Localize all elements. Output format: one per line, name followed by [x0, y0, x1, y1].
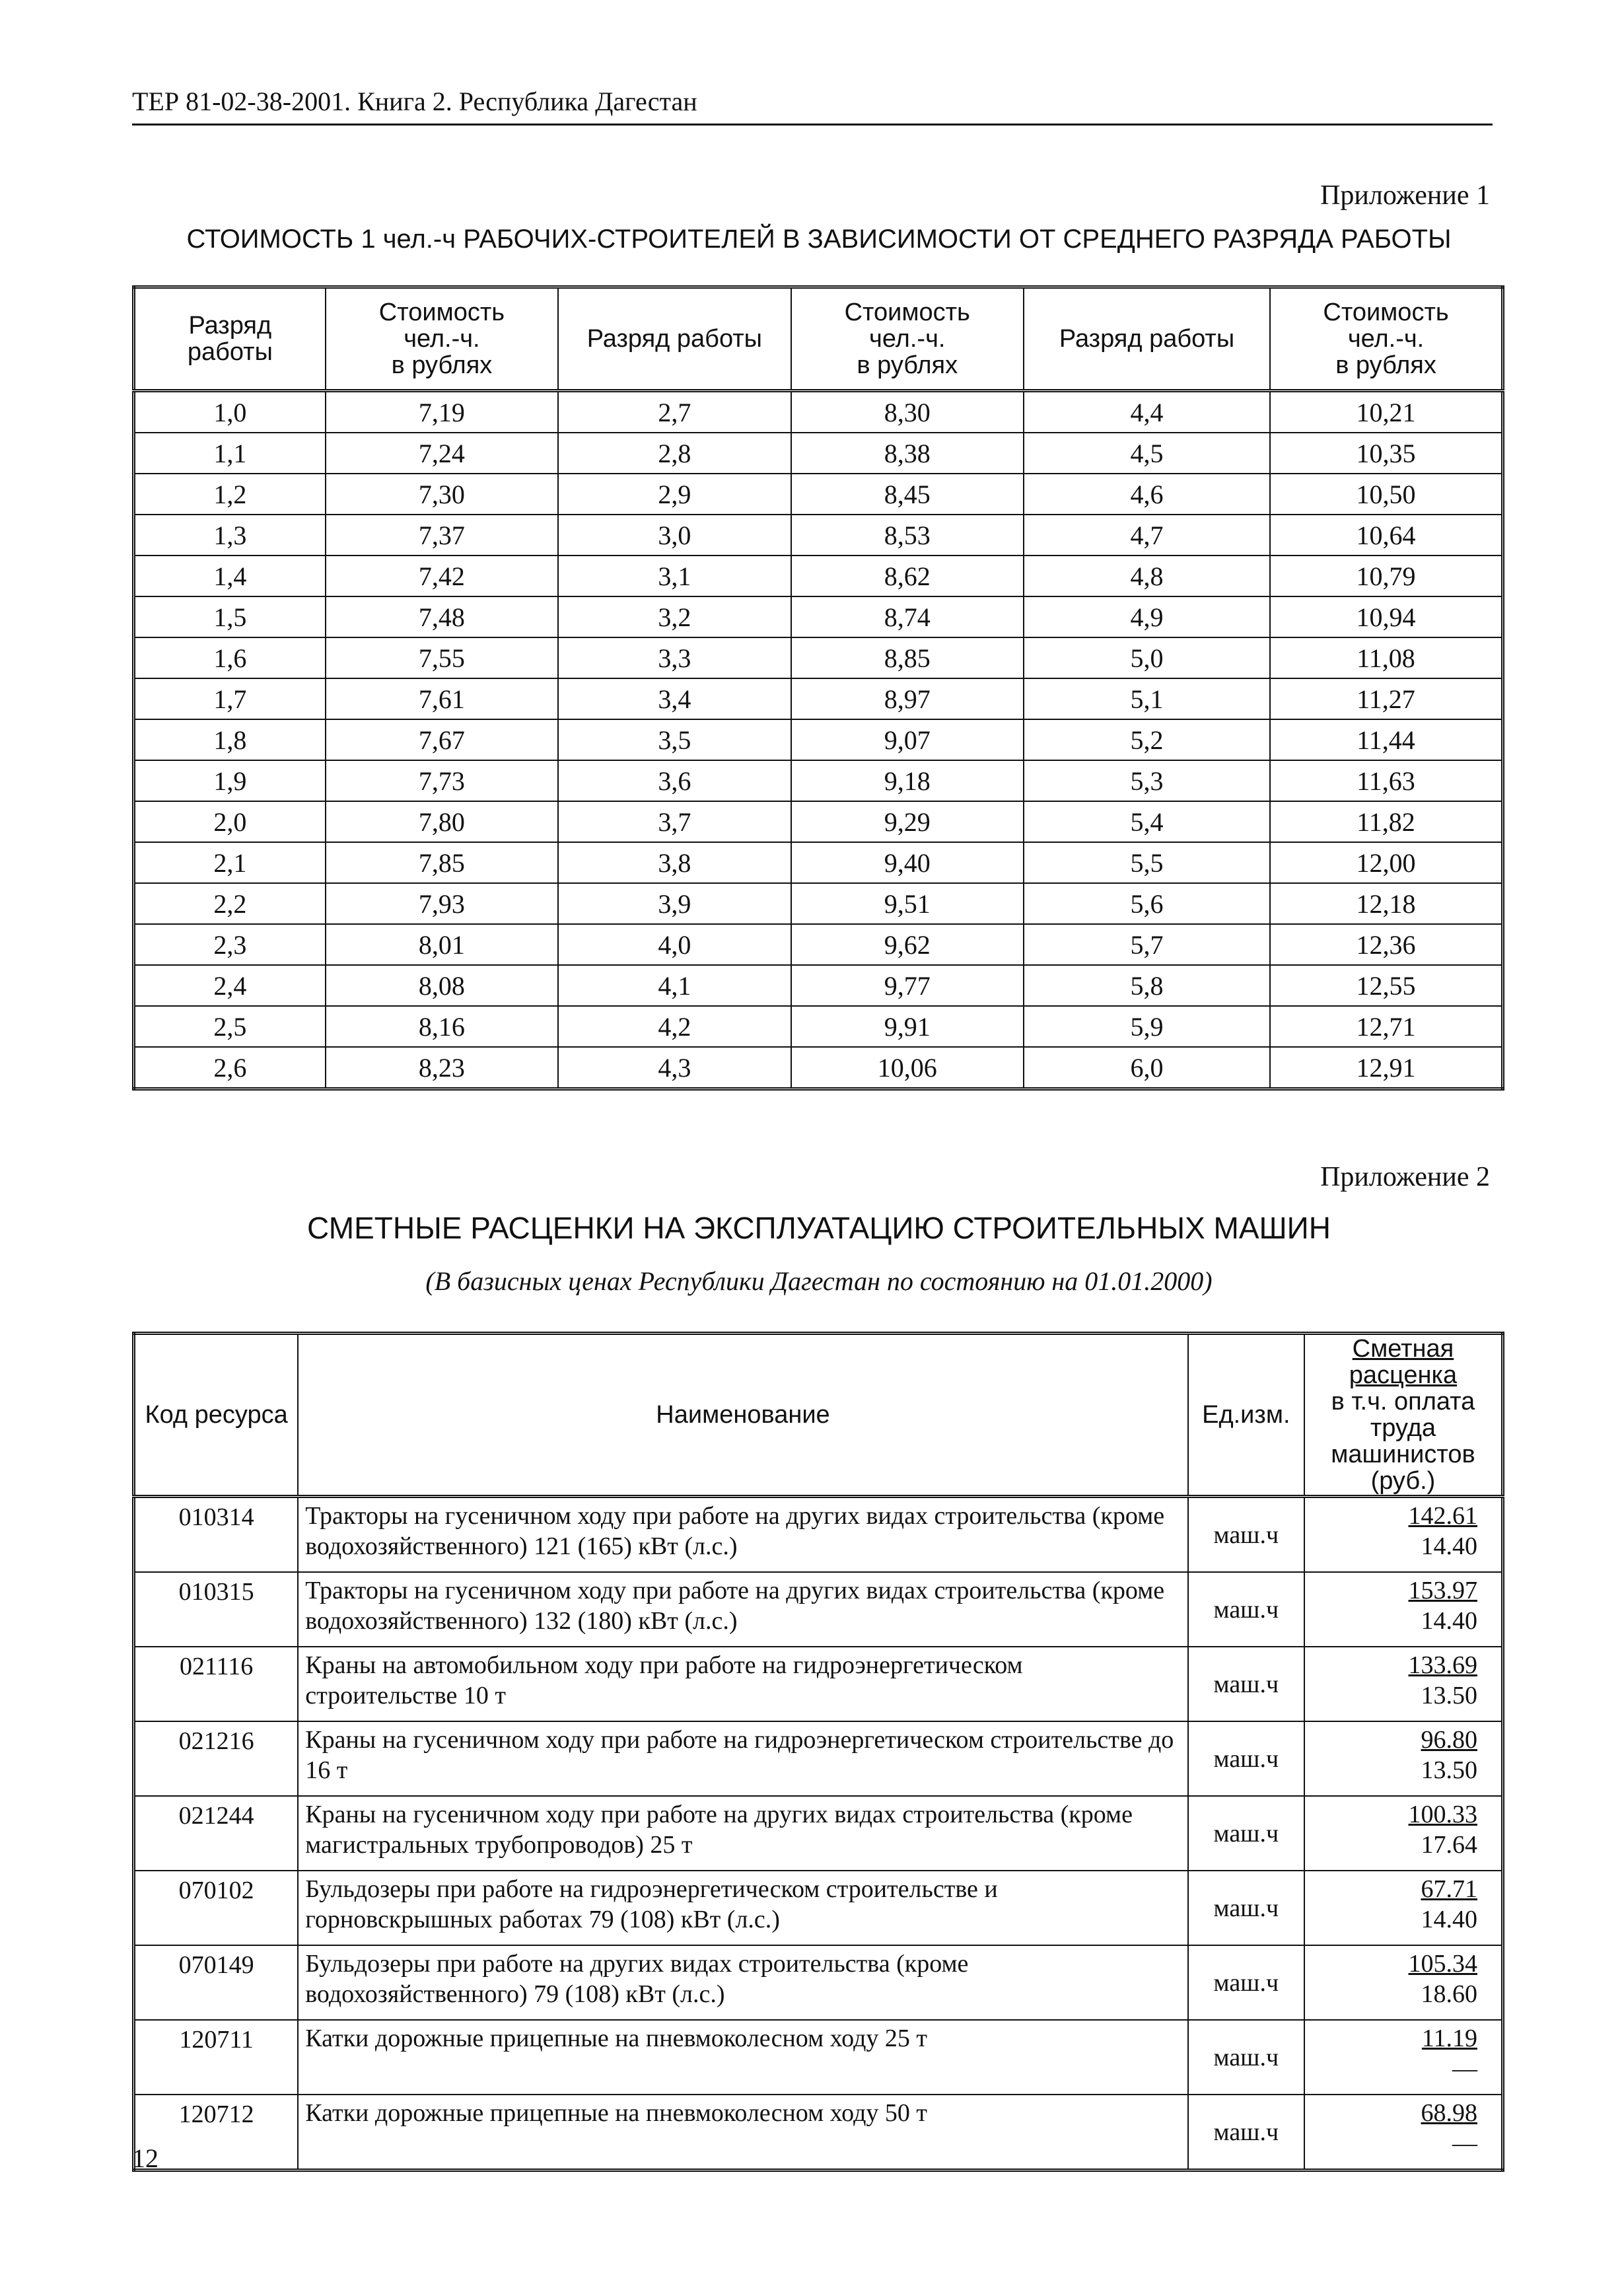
table-row — [134, 556, 1503, 596]
grade-cell: 4,7 — [1024, 515, 1270, 556]
cost-cell: 10,50 — [1270, 474, 1502, 515]
resource-code: 070149 — [134, 1945, 299, 2020]
grade-cell: 2,4 — [134, 965, 326, 1006]
table-row — [134, 1497, 1503, 1573]
operator-labor-cost: — — [1452, 2130, 1477, 2157]
grade-cell: 4,3 — [558, 1047, 791, 1089]
estimated-price: 96.80 — [1421, 1726, 1477, 1754]
grade-cell: 3,9 — [558, 883, 791, 924]
grade-cell: 5,4 — [1024, 801, 1270, 842]
grade-cell: 6,0 — [1024, 1047, 1270, 1089]
resource-name: Краны на автомобильном ходу при работе на гидроэнергетическом строительстве 10 т — [298, 1647, 1187, 1721]
estimated-price: 105.34 — [1408, 1950, 1477, 1978]
cost-cell: 8,30 — [791, 391, 1024, 433]
column-header-price-top: Сметная расценка — [1349, 1335, 1458, 1389]
column-header — [1270, 287, 1502, 391]
table-row — [134, 883, 1503, 924]
cost-cell: 11,08 — [1270, 637, 1502, 678]
price-cell — [1304, 1572, 1503, 1647]
column-header-text: Стоимость чел.-ч. в рублях — [1323, 299, 1449, 379]
table-row — [134, 678, 1503, 719]
price-cell — [1304, 1721, 1503, 1796]
cost-cell: 11,44 — [1270, 719, 1502, 760]
grade-cell: 5,2 — [1024, 719, 1270, 760]
unit-cell: маш.ч — [1188, 1572, 1304, 1647]
machine-rates-table — [132, 1332, 1504, 2172]
price-cell — [1304, 1497, 1503, 1573]
cost-cell: 9,77 — [791, 965, 1024, 1006]
grade-cell: 2,2 — [134, 883, 326, 924]
table-row — [134, 515, 1503, 556]
price-cell — [1304, 2095, 1503, 2170]
cost-cell: 10,94 — [1270, 596, 1502, 637]
cost-cell: 10,35 — [1270, 433, 1502, 474]
cost-cell: 12,71 — [1270, 1006, 1502, 1047]
resource-code: 021244 — [134, 1796, 299, 1871]
resource-code: 120711 — [134, 2020, 299, 2095]
cost-cell: 10,06 — [791, 1047, 1024, 1089]
grade-cell: 5,8 — [1024, 965, 1270, 1006]
grade-cell: 3,1 — [558, 556, 791, 596]
appendix-1-label: Приложение 1 — [1320, 180, 1490, 211]
cost-cell: 10,64 — [1270, 515, 1502, 556]
cost-cell: 9,18 — [791, 760, 1024, 801]
operator-labor-cost: — — [1452, 2055, 1477, 2083]
unit-cell: маш.ч — [1188, 1796, 1304, 1871]
column-header-text: Разряд работы — [187, 312, 273, 366]
cost-cell: 7,67 — [326, 719, 558, 760]
grade-cell: 5,5 — [1024, 842, 1270, 883]
resource-code: 021216 — [134, 1721, 299, 1796]
grade-cell: 4,2 — [558, 1006, 791, 1047]
table-row — [134, 433, 1503, 474]
price-cell — [1304, 1871, 1503, 1945]
page-number: 12 — [132, 2143, 159, 2173]
cost-cell: 8,74 — [791, 596, 1024, 637]
table-row — [134, 1572, 1503, 1647]
grade-cell: 3,6 — [558, 760, 791, 801]
unit-cell: маш.ч — [1188, 1647, 1304, 1721]
grade-cell: 3,7 — [558, 801, 791, 842]
estimated-price: 133.69 — [1408, 1651, 1477, 1679]
resource-code: 070102 — [134, 1871, 299, 1945]
resource-name: Тракторы на гусеничном ходу при работе на других видах строительства (кроме водохозяйственного) 121 (165) кВт (л.с.) — [298, 1497, 1187, 1573]
grade-cell: 1,8 — [134, 719, 326, 760]
resource-name: Бульдозеры при работе на гидроэнергетическом строительстве и горновскрышных работах 79 (108) кВт (л.с.) — [298, 1871, 1187, 1945]
resource-name: Краны на гусеничном ходу при работе на гидроэнергетическом строительстве до 16 т — [298, 1721, 1187, 1796]
estimated-price: 100.33 — [1408, 1801, 1477, 1828]
cost-cell: 11,82 — [1270, 801, 1502, 842]
table-row — [134, 1647, 1503, 1721]
cost-cell: 8,01 — [326, 924, 558, 965]
grade-cell: 4,8 — [1024, 556, 1270, 596]
table-row — [134, 1871, 1503, 1945]
appendix-2-subtitle: (В базисных ценах Республики Дагестан по состоянию на 01.01.2000) — [425, 1266, 1213, 1296]
cost-cell: 7,24 — [326, 433, 558, 474]
cost-cell: 9,62 — [791, 924, 1024, 965]
grade-cell: 5,1 — [1024, 678, 1270, 719]
cost-cell: 8,62 — [791, 556, 1024, 596]
column-header-name: Наименование — [298, 1334, 1187, 1497]
grade-cell: 3,0 — [558, 515, 791, 556]
estimated-price: 68.98 — [1421, 2099, 1477, 2127]
column-header — [326, 287, 558, 391]
grade-cell: 4,9 — [1024, 596, 1270, 637]
grade-cell: 2,5 — [134, 1006, 326, 1047]
unit-cell: маш.ч — [1188, 1945, 1304, 2020]
grade-cell: 1,4 — [134, 556, 326, 596]
unit-cell: маш.ч — [1188, 2095, 1304, 2170]
labor-cost-table-header — [134, 287, 1503, 391]
cost-cell: 7,93 — [326, 883, 558, 924]
estimated-price: 67.71 — [1421, 1875, 1477, 1903]
table-row — [134, 842, 1503, 883]
table-row — [134, 801, 1503, 842]
price-cell — [1304, 2020, 1503, 2095]
table-row — [134, 474, 1503, 515]
operator-labor-cost: 14.40 — [1421, 1607, 1477, 1635]
grade-cell: 3,8 — [558, 842, 791, 883]
grade-cell: 2,6 — [134, 1047, 326, 1089]
cost-cell: 11,63 — [1270, 760, 1502, 801]
grade-cell: 2,8 — [558, 433, 791, 474]
grade-cell: 4,4 — [1024, 391, 1270, 433]
price-cell — [1304, 1945, 1503, 2020]
cost-cell: 7,55 — [326, 637, 558, 678]
cost-cell: 12,36 — [1270, 924, 1502, 965]
unit-cell: маш.ч — [1188, 1721, 1304, 1796]
grade-cell: 1,0 — [134, 391, 326, 433]
grade-cell: 1,1 — [134, 433, 326, 474]
cost-cell: 10,21 — [1270, 391, 1502, 433]
cost-cell: 9,91 — [791, 1006, 1024, 1047]
cost-cell: 8,53 — [791, 515, 1024, 556]
column-header — [558, 287, 791, 391]
cost-cell: 7,30 — [326, 474, 558, 515]
grade-cell: 5,7 — [1024, 924, 1270, 965]
price-cell — [1304, 1796, 1503, 1871]
cost-cell: 12,91 — [1270, 1047, 1502, 1089]
grade-cell: 2,3 — [134, 924, 326, 965]
column-header-price — [1304, 1334, 1503, 1497]
resource-name: Бульдозеры при работе на других видах строительства (кроме водохозяйственного) 79 (108) кВт (л.с.) — [298, 1945, 1187, 2020]
resource-name: Тракторы на гусеничном ходу при работе на других видах строительства (кроме водохозяйственного) 132 (180) кВт (л.с.) — [298, 1572, 1187, 1647]
grade-cell: 1,9 — [134, 760, 326, 801]
table-row — [134, 391, 1503, 433]
resource-name: Катки дорожные прицепные на пневмоколесном ходу 50 т — [298, 2095, 1187, 2170]
cost-cell: 7,37 — [326, 515, 558, 556]
grade-cell: 1,7 — [134, 678, 326, 719]
page-header: ТЕР 81-02-38-2001. Книга 2. Республика Дагестан — [132, 86, 1493, 126]
operator-labor-cost: 13.50 — [1421, 1682, 1477, 1709]
grade-cell: 2,9 — [558, 474, 791, 515]
appendix-2-title: СМЕТНЫЕ РАСЦЕНКИ НА ЭКСПЛУАТАЦИЮ СТРОИТЕЛЬНЫХ МАШИН — [307, 1211, 1331, 1245]
cost-cell: 8,85 — [791, 637, 1024, 678]
operator-labor-cost: 13.50 — [1421, 1756, 1477, 1784]
cost-cell: 8,38 — [791, 433, 1024, 474]
resource-name: Катки дорожные прицепные на пневмоколесном ходу 25 т — [298, 2020, 1187, 2095]
grade-cell: 4,1 — [558, 965, 791, 1006]
column-header-text: Стоимость чел.-ч. в рублях — [844, 299, 970, 379]
table-row — [134, 637, 1503, 678]
column-header-price-bottom: в т.ч. оплата труда машинистов (руб.) — [1331, 1388, 1475, 1495]
cost-cell: 12,55 — [1270, 965, 1502, 1006]
cost-cell: 8,16 — [326, 1006, 558, 1047]
grade-cell: 4,6 — [1024, 474, 1270, 515]
operator-labor-cost: 14.40 — [1421, 1532, 1477, 1560]
unit-cell: маш.ч — [1188, 1871, 1304, 1945]
grade-cell: 2,7 — [558, 391, 791, 433]
cost-cell: 8,45 — [791, 474, 1024, 515]
column-header — [1024, 287, 1270, 391]
cost-cell: 10,79 — [1270, 556, 1502, 596]
cost-cell: 9,29 — [791, 801, 1024, 842]
labor-cost-table — [132, 285, 1504, 1091]
table-row — [134, 1796, 1503, 1871]
cost-cell: 7,48 — [326, 596, 558, 637]
cost-cell: 8,97 — [791, 678, 1024, 719]
table-row — [134, 2020, 1503, 2095]
column-header — [134, 287, 326, 391]
column-header-text: Разряд работы — [586, 325, 762, 353]
estimated-price: 153.97 — [1408, 1577, 1477, 1604]
grade-cell: 2,0 — [134, 801, 326, 842]
column-header-text: Стоимость чел.-ч. в рублях — [378, 299, 505, 379]
column-header-unit: Ед.изм. — [1188, 1334, 1304, 1497]
table-row — [134, 1006, 1503, 1047]
grade-cell: 5,0 — [1024, 637, 1270, 678]
resource-name: Краны на гусеничном ходу при работе на других видах строительства (кроме магистральных трубопроводов) 25 т — [298, 1796, 1187, 1871]
column-header-text: Разряд работы — [1059, 325, 1235, 353]
estimated-price: 11.19 — [1421, 2025, 1477, 2052]
appendix-1-title: СТОИМОСТЬ 1 чел.-ч РАБОЧИХ-СТРОИТЕЛЕЙ В ЗАВИСИМОСТИ ОТ СРЕДНЕГО РАЗРЯДА РАБОТЫ — [186, 225, 1452, 254]
cost-cell: 8,23 — [326, 1047, 558, 1089]
table-row — [134, 1945, 1503, 2020]
cost-cell: 7,61 — [326, 678, 558, 719]
grade-cell: 5,9 — [1024, 1006, 1270, 1047]
cost-cell: 9,07 — [791, 719, 1024, 760]
cost-cell: 7,85 — [326, 842, 558, 883]
operator-labor-cost: 17.64 — [1421, 1831, 1477, 1859]
grade-cell: 3,3 — [558, 637, 791, 678]
cost-cell: 8,08 — [326, 965, 558, 1006]
table-row — [134, 2095, 1503, 2170]
grade-cell: 3,5 — [558, 719, 791, 760]
resource-code: 010315 — [134, 1572, 299, 1647]
grade-cell: 1,5 — [134, 596, 326, 637]
table-row — [134, 1047, 1503, 1089]
operator-labor-cost: 18.60 — [1421, 1980, 1477, 2008]
table-row — [134, 924, 1503, 965]
cost-cell: 7,73 — [326, 760, 558, 801]
machine-rates-table-header — [134, 1334, 1503, 1497]
grade-cell: 1,2 — [134, 474, 326, 515]
grade-cell: 3,2 — [558, 596, 791, 637]
table-row — [134, 1721, 1503, 1796]
column-header-code: Код ресурса — [134, 1334, 299, 1497]
resource-code: 120712 — [134, 2095, 299, 2170]
estimated-price: 142.61 — [1408, 1502, 1477, 1530]
cost-cell: 9,51 — [791, 883, 1024, 924]
column-header — [791, 287, 1024, 391]
cost-cell: 12,00 — [1270, 842, 1502, 883]
cost-cell: 12,18 — [1270, 883, 1502, 924]
cost-cell: 11,27 — [1270, 678, 1502, 719]
table-row — [134, 965, 1503, 1006]
grade-cell: 2,1 — [134, 842, 326, 883]
table-row — [134, 596, 1503, 637]
grade-cell: 4,5 — [1024, 433, 1270, 474]
cost-cell: 9,40 — [791, 842, 1024, 883]
resource-code: 021116 — [134, 1647, 299, 1721]
grade-cell: 1,6 — [134, 637, 326, 678]
price-cell — [1304, 1647, 1503, 1721]
cost-cell: 7,19 — [326, 391, 558, 433]
cost-cell: 7,80 — [326, 801, 558, 842]
grade-cell: 4,0 — [558, 924, 791, 965]
grade-cell: 1,3 — [134, 515, 326, 556]
grade-cell: 5,6 — [1024, 883, 1270, 924]
appendix-2-label: Приложение 2 — [1320, 1162, 1490, 1192]
cost-cell: 7,42 — [326, 556, 558, 596]
table-row — [134, 760, 1503, 801]
unit-cell: маш.ч — [1188, 1497, 1304, 1573]
grade-cell: 3,4 — [558, 678, 791, 719]
grade-cell: 5,3 — [1024, 760, 1270, 801]
unit-cell: маш.ч — [1188, 2020, 1304, 2095]
resource-code: 010314 — [134, 1497, 299, 1573]
table-row — [134, 719, 1503, 760]
operator-labor-cost: 14.40 — [1421, 1906, 1477, 1933]
